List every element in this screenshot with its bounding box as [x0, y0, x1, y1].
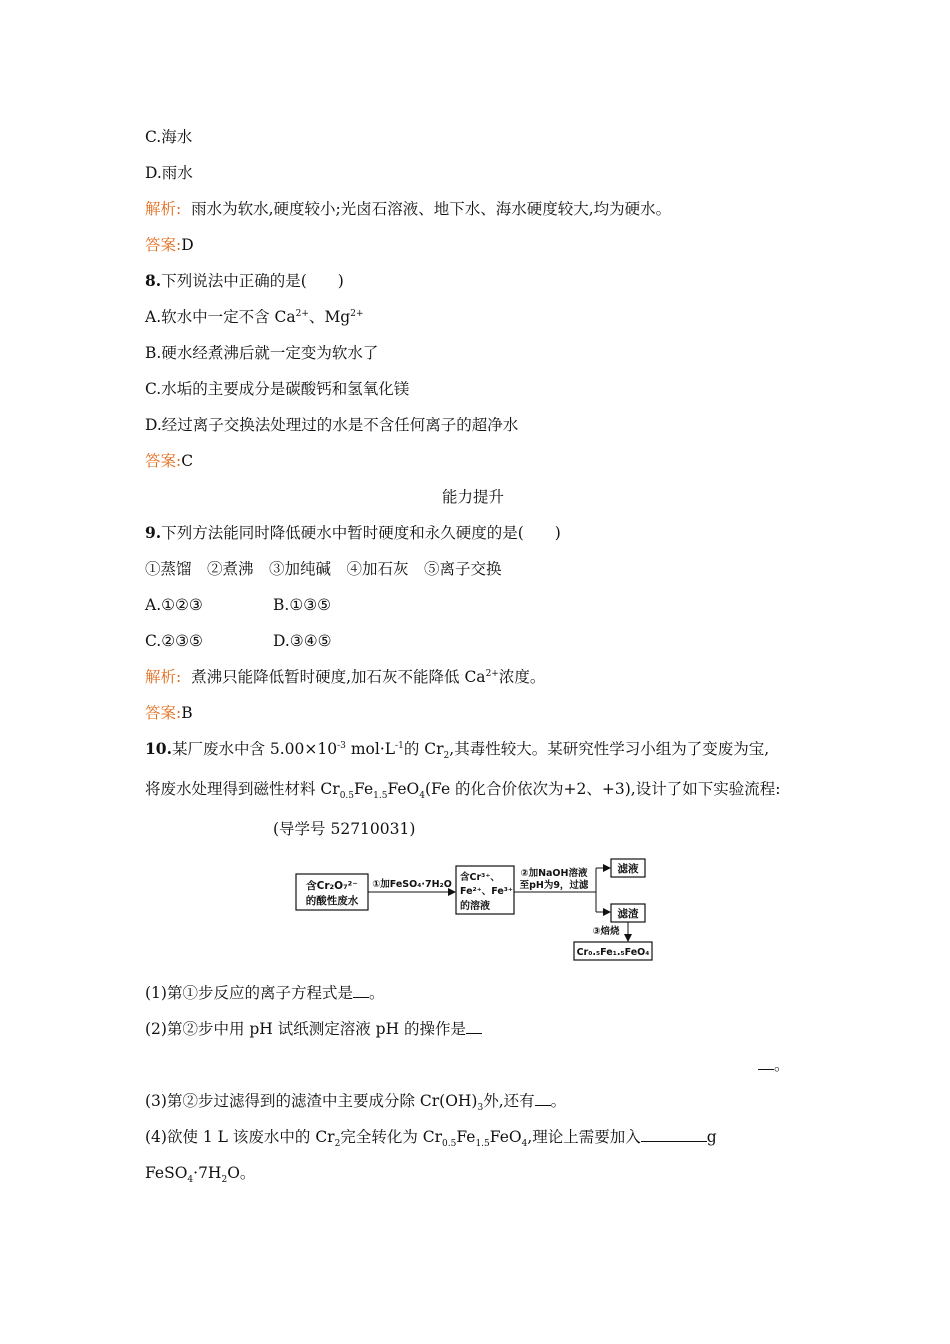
option-c-seawater: C.海水 — [145, 128, 193, 146]
q8-option-c: C.水垢的主要成分是碳酸钙和氢氧化镁 — [145, 380, 410, 398]
svg-text:③焙烧: ③焙烧 — [592, 926, 620, 937]
svg-text:至pH为9，过滤: 至pH为9，过滤 — [519, 880, 589, 891]
svg-text:Fe²⁺、Fe³⁺: Fe²⁺、Fe³⁺ — [460, 886, 513, 897]
option-d-rainwater: D.雨水 — [145, 164, 193, 182]
q10-part2: (2)第②步中用 pH 试纸测定溶液 pH 的操作是 — [145, 1019, 482, 1039]
q10-part4-formula: $FeSO_4\cdot 7H_2O$。 — [145, 1164, 256, 1186]
svg-text:滤液: 滤液 — [617, 863, 639, 875]
svg-text:滤渣: 滤渣 — [617, 908, 639, 920]
process-flowchart — [292, 856, 662, 964]
q10-guide-number: (导学号 52710031) — [273, 820, 416, 838]
q9-analysis: 解析: 煮沸只能降低暂时硬度,加石灰不能降低 $Ca^{2+}$浓度。 — [145, 668, 546, 686]
svg-text:的酸性废水: 的酸性废水 — [305, 895, 359, 907]
q10-stem-line1: 10.某厂废水中含 $5.00\times 10^{-3}$ $mol\cdot L^{-1}$的 $Cr_2$,其毒性较大。某研究性学习小组为了变废为宝, — [145, 739, 770, 762]
q7-analysis: 解析: 雨水为软水,硬度较小;光卤石溶液、地下水、海水硬度较大,均为硬水。 — [145, 200, 672, 218]
box-acidic-wastewater — [296, 874, 368, 910]
q10-part4: (4)欲使 1 L 该废水中的 $Cr_2$完全转化为 $Cr_{0.5}Fe_{1.5}FeO_4$,理论上需要加入 g — [145, 1128, 717, 1150]
svg-text:的溶液: 的溶液 — [460, 901, 490, 912]
answer-blank-3[interactable] — [535, 1091, 551, 1106]
box-residue — [611, 904, 645, 922]
svg-text:含Cr³⁺、: 含Cr³⁺、 — [460, 872, 500, 883]
q9-methods: ①蒸馏 ②煮沸 ③加纯碱 ④加石灰 ⑤离子交换 — [145, 560, 502, 578]
answer-blank-2a[interactable] — [466, 1019, 482, 1034]
svg-text:①加FeSO₄·7H₂O: ①加FeSO₄·7H₂O — [372, 879, 452, 890]
q8-option-d: D.经过离子交换法处理过的水是不含任何离子的超净水 — [145, 416, 519, 434]
q8-option-a: A.软水中一定不含 $Ca^{2+}$、$Mg^{2+}$ — [145, 308, 364, 326]
svg-text:Cr₀.₅Fe₁.₅FeO₄: Cr₀.₅Fe₁.₅FeO₄ — [576, 947, 650, 958]
box-magnetic-material — [574, 942, 652, 960]
q10-stem-line2: 将废水处理得到磁性材料 $Cr_{0.5}Fe_{1.5}FeO_4(Fe$ 的化合价依次为+2、+3),设计了如下实验流程: — [145, 780, 781, 802]
q9-options-cd: C.②③⑤ D.③④⑤ — [145, 632, 332, 650]
q9-stem: 9.下列方法能同时降低硬水中暂时硬度和永久硬度的是( ) — [145, 523, 561, 542]
box-filtrate — [611, 859, 645, 877]
arrow-step2 — [514, 867, 610, 912]
q10-part3: (3)第②步过滤得到的滤渣中主要成分除 $Cr(OH)_3$外,还有 。 — [145, 1092, 567, 1114]
answer-blank-1[interactable] — [353, 983, 369, 998]
q8-stem: 8.下列说法中正确的是( ) — [145, 271, 344, 290]
q8-option-b: B.硬水经煮沸后就一定变为软水了 — [145, 344, 379, 362]
arrow-step3 — [592, 922, 628, 941]
q8-answer: 答案:C — [145, 452, 194, 470]
svg-text:含Cr₂O₇²⁻: 含Cr₂O₇²⁻ — [306, 880, 358, 892]
q9-options-ab: A.①②③ B.①③⑤ — [145, 596, 332, 614]
q10-part2-end: 。 — [758, 1055, 790, 1075]
box-ion-solution — [456, 866, 514, 914]
answer-blank-4[interactable] — [641, 1127, 707, 1142]
svg-text:②加NaOH溶液: ②加NaOH溶液 — [520, 868, 588, 879]
q9-answer: 答案:B — [145, 704, 193, 722]
q10-part1: (1)第①步反应的离子方程式是 。 — [145, 984, 385, 1002]
arrow-step1 — [368, 878, 455, 892]
q7-answer: 答案:D — [145, 236, 194, 254]
section-title: 能力提升 — [442, 488, 505, 506]
answer-blank-2b[interactable] — [758, 1055, 774, 1070]
